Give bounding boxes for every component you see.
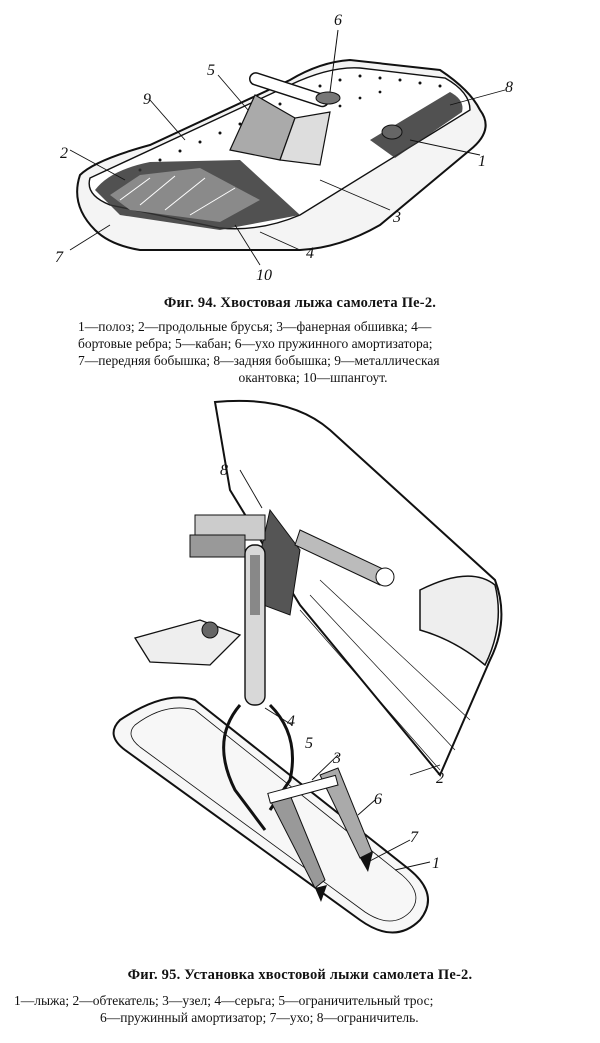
fig95-label-8: 8 (220, 462, 228, 479)
fig94-legend-line: окантовка; 10—шпангоут. (238, 370, 388, 385)
fig94-label-4: 4 (306, 245, 314, 262)
figure-94-legend (78, 318, 548, 386)
figure-94-caption: Фиг. 94. Хвостовая лыжа самолета Пе-2. (163, 295, 437, 311)
figure-94-drawing (0, 0, 600, 300)
figure-95-drawing (0, 390, 600, 965)
fig94-label-9: 9 (143, 91, 151, 108)
fig95-label-2: 2 (436, 770, 444, 787)
figure-95-legend (14, 992, 590, 1026)
fig94-label-2: 2 (60, 145, 68, 162)
fig94-legend-line: 7—передняя бобышка; 8—задняя бобышка; 9—металлическая (78, 353, 440, 368)
fig95-label-5: 5 (305, 735, 313, 752)
fig95-label-1: 1 (432, 855, 440, 872)
fig94-legend-line: 1—полоз; 2—продольные брусья; 3—фанерная обшивка; 4— (78, 319, 432, 334)
fig95-legend-line: 6—пружинный амортизатор; 7—ухо; 8—ограничитель. (100, 1010, 419, 1025)
fig94-label-1: 1 (478, 153, 486, 170)
fig94-label-5: 5 (207, 62, 215, 79)
fig95-label-3: 3 (333, 750, 341, 767)
fig95-label-6: 6 (374, 791, 382, 808)
fig95-legend-line: 1—лыжа; 2—обтекатель; 3—узел; 4—серьга; 5—ограничительный трос; (14, 993, 434, 1008)
fig94-label-3: 3 (393, 209, 401, 226)
fig94-legend-line: бортовые ребра; 5—кабан; 6—ухо пружинного амортизатора; (78, 336, 433, 351)
figure-95-caption: Фиг. 95. Установка хвостовой лыжи самолета Пе-2. (127, 967, 473, 983)
fig95-label-7: 7 (410, 829, 418, 846)
fig94-label-6: 6 (334, 12, 342, 29)
fig95-label-4: 4 (287, 713, 295, 730)
fig94-label-7: 7 (55, 249, 63, 266)
fig94-label-8: 8 (505, 79, 513, 96)
fig94-label-10: 10 (256, 267, 272, 284)
